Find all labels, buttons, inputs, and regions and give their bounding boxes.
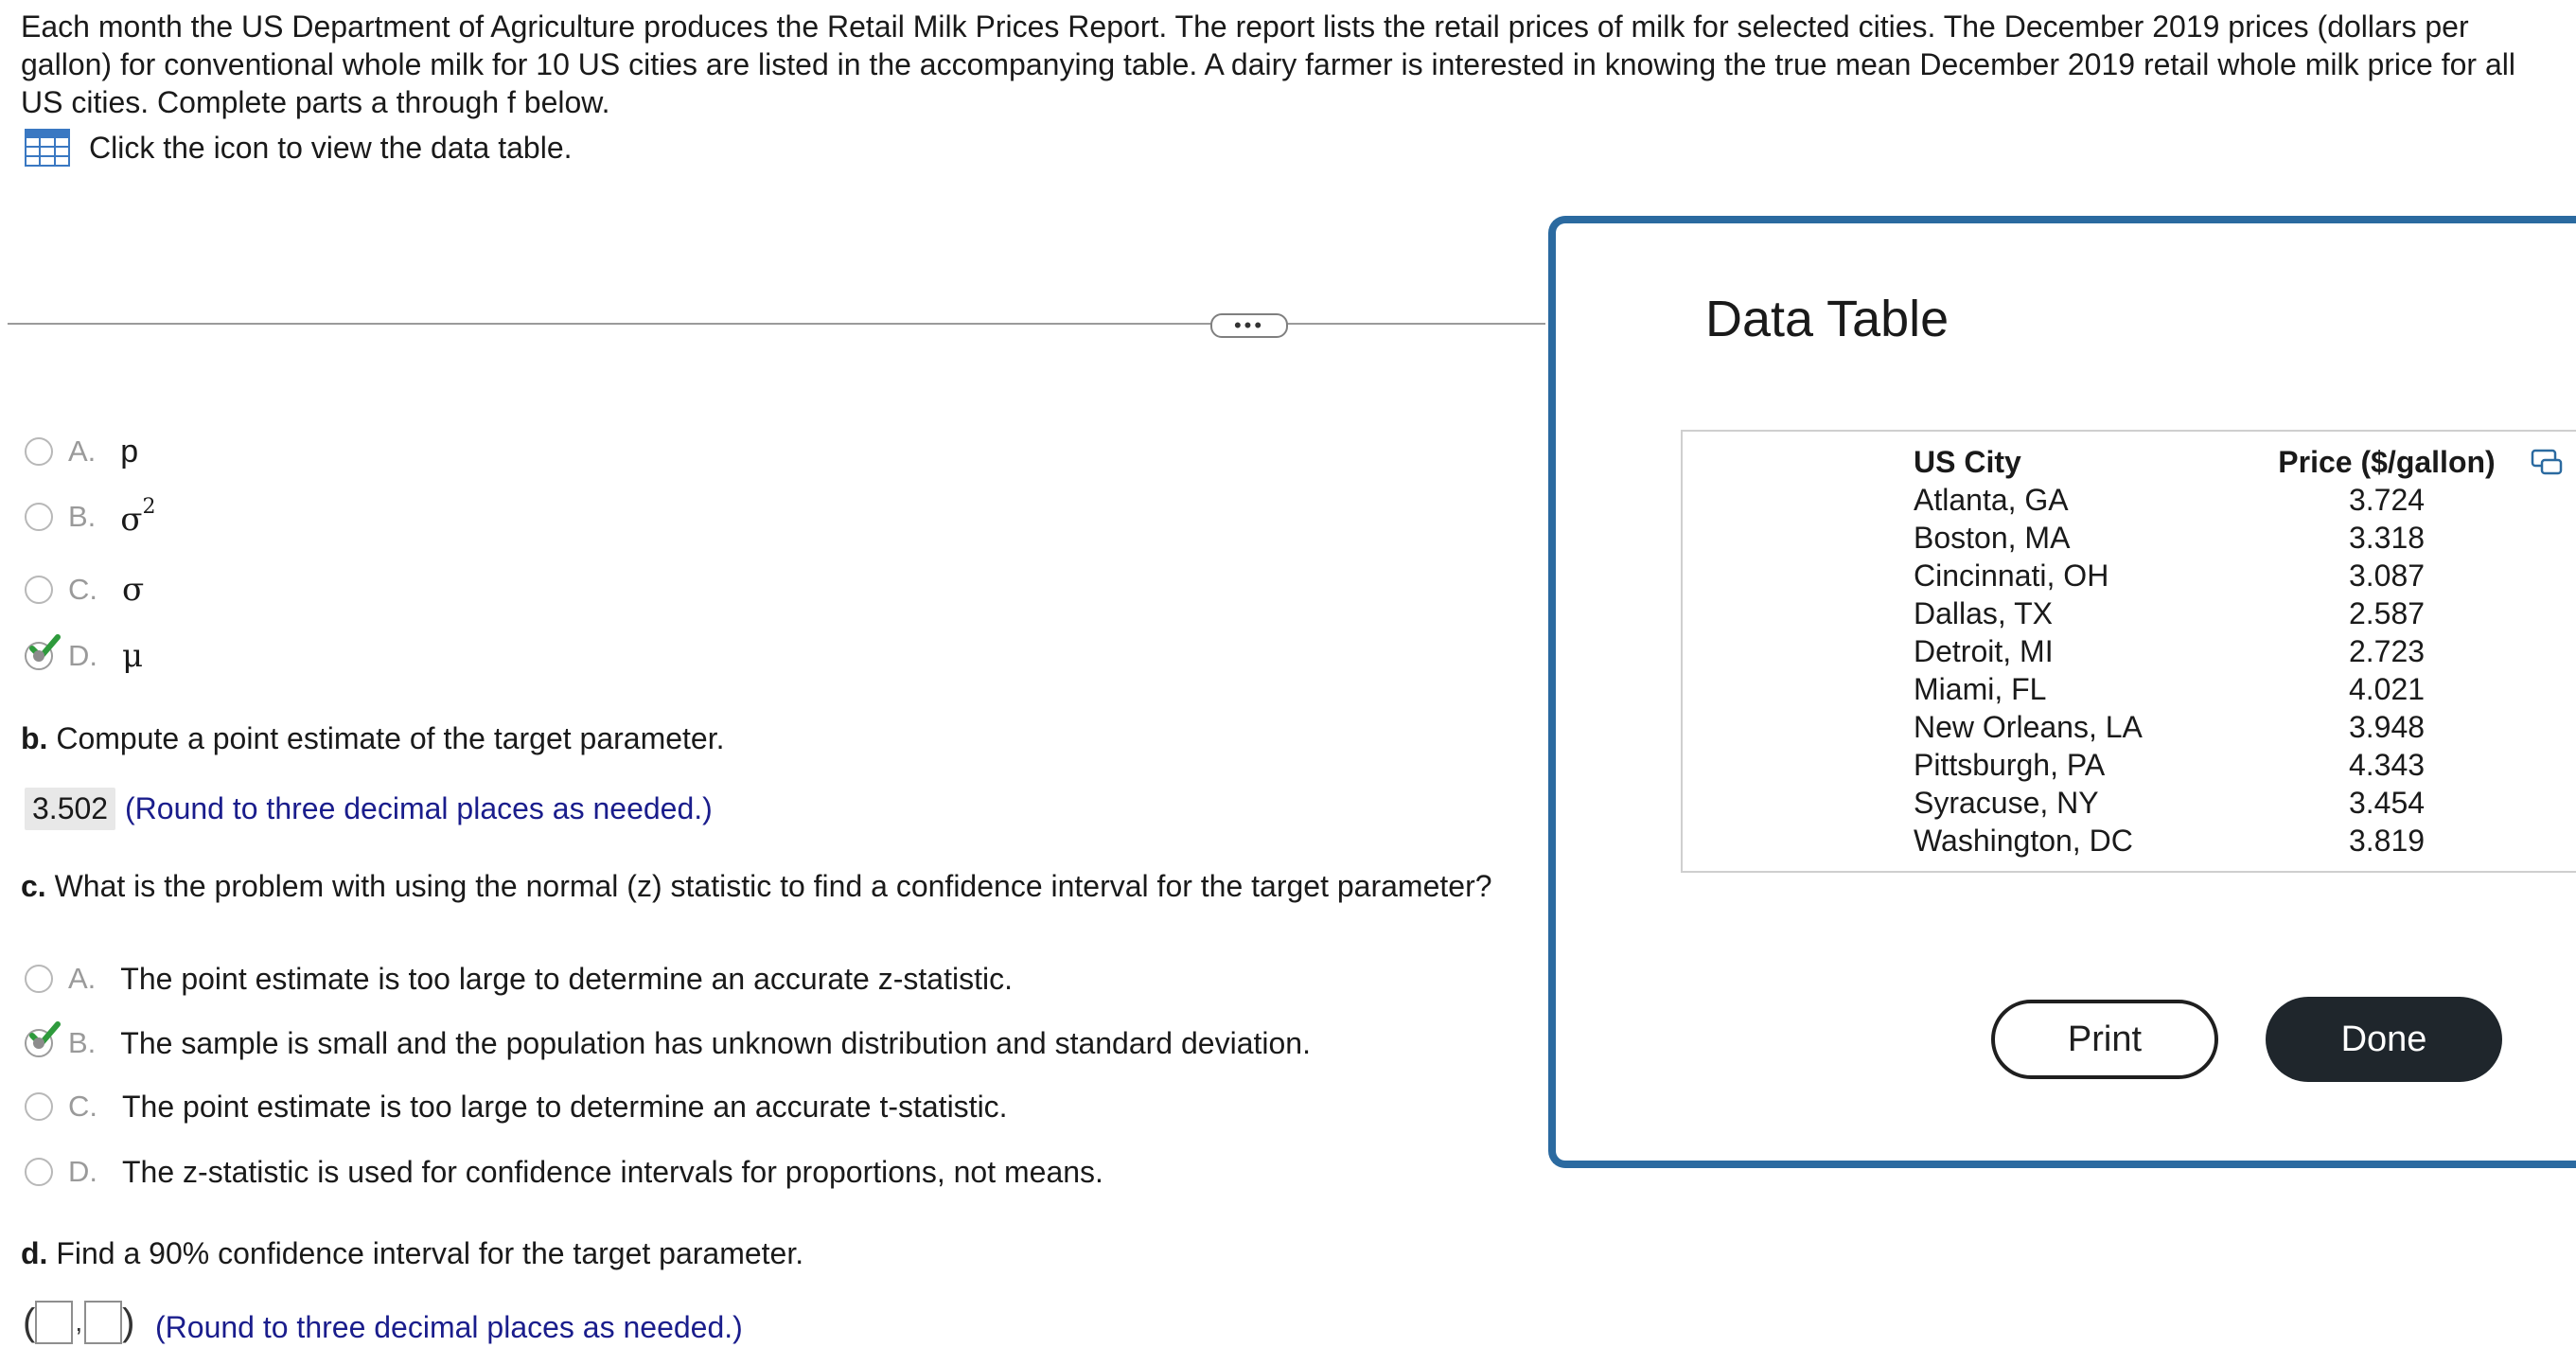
open-paren: ( bbox=[23, 1301, 36, 1343]
table-row bbox=[1914, 822, 2500, 860]
part-a-option-a[interactable] bbox=[25, 431, 138, 472]
city-cell: Cincinnati, OH bbox=[1914, 558, 2109, 593]
table-row bbox=[1914, 670, 2500, 708]
part-b-answer[interactable]: 3.502 bbox=[25, 788, 115, 830]
option-text: The point estimate is too large to determine an accurate z-statistic. bbox=[120, 961, 1013, 996]
column-header-city: US City bbox=[1914, 445, 2021, 479]
rounding-hint: (Round to three decimal places as needed.) bbox=[125, 791, 713, 825]
city-cell: Miami, FL bbox=[1914, 672, 2047, 706]
correct-check-icon bbox=[28, 1020, 61, 1049]
price-cell: 3.087 bbox=[2348, 558, 2426, 593]
correct-check-icon bbox=[28, 633, 61, 662]
part-a-option-d[interactable] bbox=[25, 635, 143, 677]
option-letter: B. bbox=[68, 500, 97, 533]
radio-button-selected[interactable] bbox=[25, 642, 53, 670]
radio-button[interactable] bbox=[25, 965, 53, 993]
rounding-hint: (Round to three decimal places as needed.) bbox=[155, 1310, 743, 1344]
table-row bbox=[1914, 708, 2500, 746]
section-divider bbox=[8, 323, 1545, 325]
done-button[interactable]: Done bbox=[2266, 997, 2502, 1082]
part-c-option-a[interactable] bbox=[25, 958, 1013, 1000]
modal-title: Data Table bbox=[1705, 291, 1950, 347]
price-cell: 3.318 bbox=[2348, 521, 2426, 555]
lower-bound-input[interactable] bbox=[35, 1301, 73, 1344]
price-cell: 2.723 bbox=[2348, 634, 2426, 668]
option-symbol: p bbox=[120, 433, 139, 470]
radio-button[interactable] bbox=[25, 1092, 53, 1121]
part-c-option-c[interactable] bbox=[25, 1086, 1008, 1127]
table-header-row bbox=[1914, 443, 2500, 481]
copy-table-icon[interactable] bbox=[2531, 449, 2563, 477]
city-cell: Boston, MA bbox=[1914, 521, 2071, 555]
part-d-question bbox=[21, 1236, 803, 1271]
price-cell: 2.587 bbox=[2348, 596, 2426, 630]
more-button[interactable]: ••• bbox=[1210, 313, 1288, 338]
part-label: d. bbox=[21, 1236, 48, 1270]
table-row bbox=[1914, 481, 2500, 519]
part-a-option-b[interactable] bbox=[25, 496, 156, 538]
table-row bbox=[1914, 784, 2500, 822]
print-button[interactable]: Print bbox=[1991, 1000, 2218, 1079]
table-row bbox=[1914, 632, 2500, 670]
part-label: b. bbox=[21, 721, 48, 755]
upper-bound-input[interactable] bbox=[84, 1301, 122, 1344]
radio-button[interactable] bbox=[25, 1158, 53, 1186]
confidence-interval-input bbox=[23, 1301, 134, 1344]
data-table bbox=[1914, 443, 2500, 860]
city-cell: New Orleans, LA bbox=[1914, 710, 2143, 744]
option-letter: C. bbox=[68, 573, 97, 606]
option-text: The sample is small and the population has unknown distribution and standard deviation. bbox=[120, 1025, 1311, 1060]
price-cell: 3.948 bbox=[2348, 710, 2426, 744]
part-a-option-c[interactable] bbox=[25, 569, 144, 611]
data-table-frame bbox=[1681, 430, 2576, 873]
table-row bbox=[1914, 557, 2500, 594]
table-row bbox=[1914, 519, 2500, 557]
option-symbol: σ bbox=[122, 571, 145, 609]
city-cell: Washington, DC bbox=[1914, 824, 2133, 858]
radio-button[interactable] bbox=[25, 576, 53, 604]
table-icon[interactable] bbox=[25, 129, 70, 167]
close-paren: ) bbox=[122, 1301, 135, 1343]
data-table-modal bbox=[1548, 216, 2576, 1168]
comma: , bbox=[75, 1307, 83, 1337]
city-cell: Detroit, MI bbox=[1914, 634, 2054, 668]
option-text: The z-statistic is used for confidence intervals for proportions, not means. bbox=[122, 1154, 1103, 1189]
option-letter: B. bbox=[68, 1026, 97, 1059]
option-symbol bbox=[120, 495, 155, 539]
city-cell: Syracuse, NY bbox=[1914, 786, 2099, 820]
problem-statement: Each month the US Department of Agriculture produces the Retail Milk Prices Report. The report lists the retail prices of milk for selected cities. The December 2019 prices (dollars per gallon) for conventional whole milk for 10 US cities are listed in the accompanying table. A dairy farmer is interested in knowing the true mean December 2019 retail whole milk price for all US cities. Complete parts a through f below. bbox=[21, 9, 2515, 119]
view-data-table-label[interactable]: Click the icon to view the data table. bbox=[89, 130, 573, 165]
city-cell: Atlanta, GA bbox=[1914, 483, 2069, 517]
price-cell: 3.724 bbox=[2348, 483, 2426, 517]
option-letter: A. bbox=[68, 434, 97, 468]
price-cell: 3.454 bbox=[2348, 786, 2426, 820]
sigma-symbol: σ bbox=[120, 501, 143, 539]
city-cell: Dallas, TX bbox=[1914, 596, 2054, 630]
price-cell: 4.343 bbox=[2348, 748, 2426, 782]
view-data-table-link[interactable] bbox=[25, 129, 573, 167]
table-row bbox=[1914, 594, 2500, 632]
city-cell: Pittsburgh, PA bbox=[1914, 748, 2106, 782]
question-text: Compute a point estimate of the target parameter. bbox=[56, 721, 725, 755]
question-text: What is the problem with using the normal (z) statistic to find a confidence interval for the target parameter? bbox=[54, 869, 1492, 903]
part-c-question bbox=[21, 869, 1492, 904]
table-row bbox=[1914, 746, 2500, 784]
radio-button[interactable] bbox=[25, 437, 53, 466]
part-c-option-d[interactable] bbox=[25, 1151, 1103, 1193]
part-b-question bbox=[21, 721, 725, 756]
question-text: Find a 90% confidence interval for the target parameter. bbox=[56, 1236, 804, 1270]
option-letter: C. bbox=[68, 1090, 97, 1123]
part-label: c. bbox=[21, 869, 46, 903]
superscript: 2 bbox=[142, 495, 156, 519]
part-c-option-b[interactable] bbox=[25, 1022, 1311, 1064]
column-header-price: Price ($/gallon) bbox=[2278, 445, 2496, 479]
radio-button[interactable] bbox=[25, 503, 53, 531]
option-letter: D. bbox=[68, 1155, 97, 1188]
option-letter: A. bbox=[68, 962, 97, 995]
option-text: The point estimate is too large to determine an accurate t-statistic. bbox=[122, 1089, 1008, 1124]
option-letter: D. bbox=[68, 639, 97, 672]
price-cell: 4.021 bbox=[2348, 672, 2426, 706]
radio-button-selected[interactable] bbox=[25, 1029, 53, 1057]
option-symbol: μ bbox=[122, 637, 144, 675]
price-cell: 3.819 bbox=[2348, 824, 2426, 858]
